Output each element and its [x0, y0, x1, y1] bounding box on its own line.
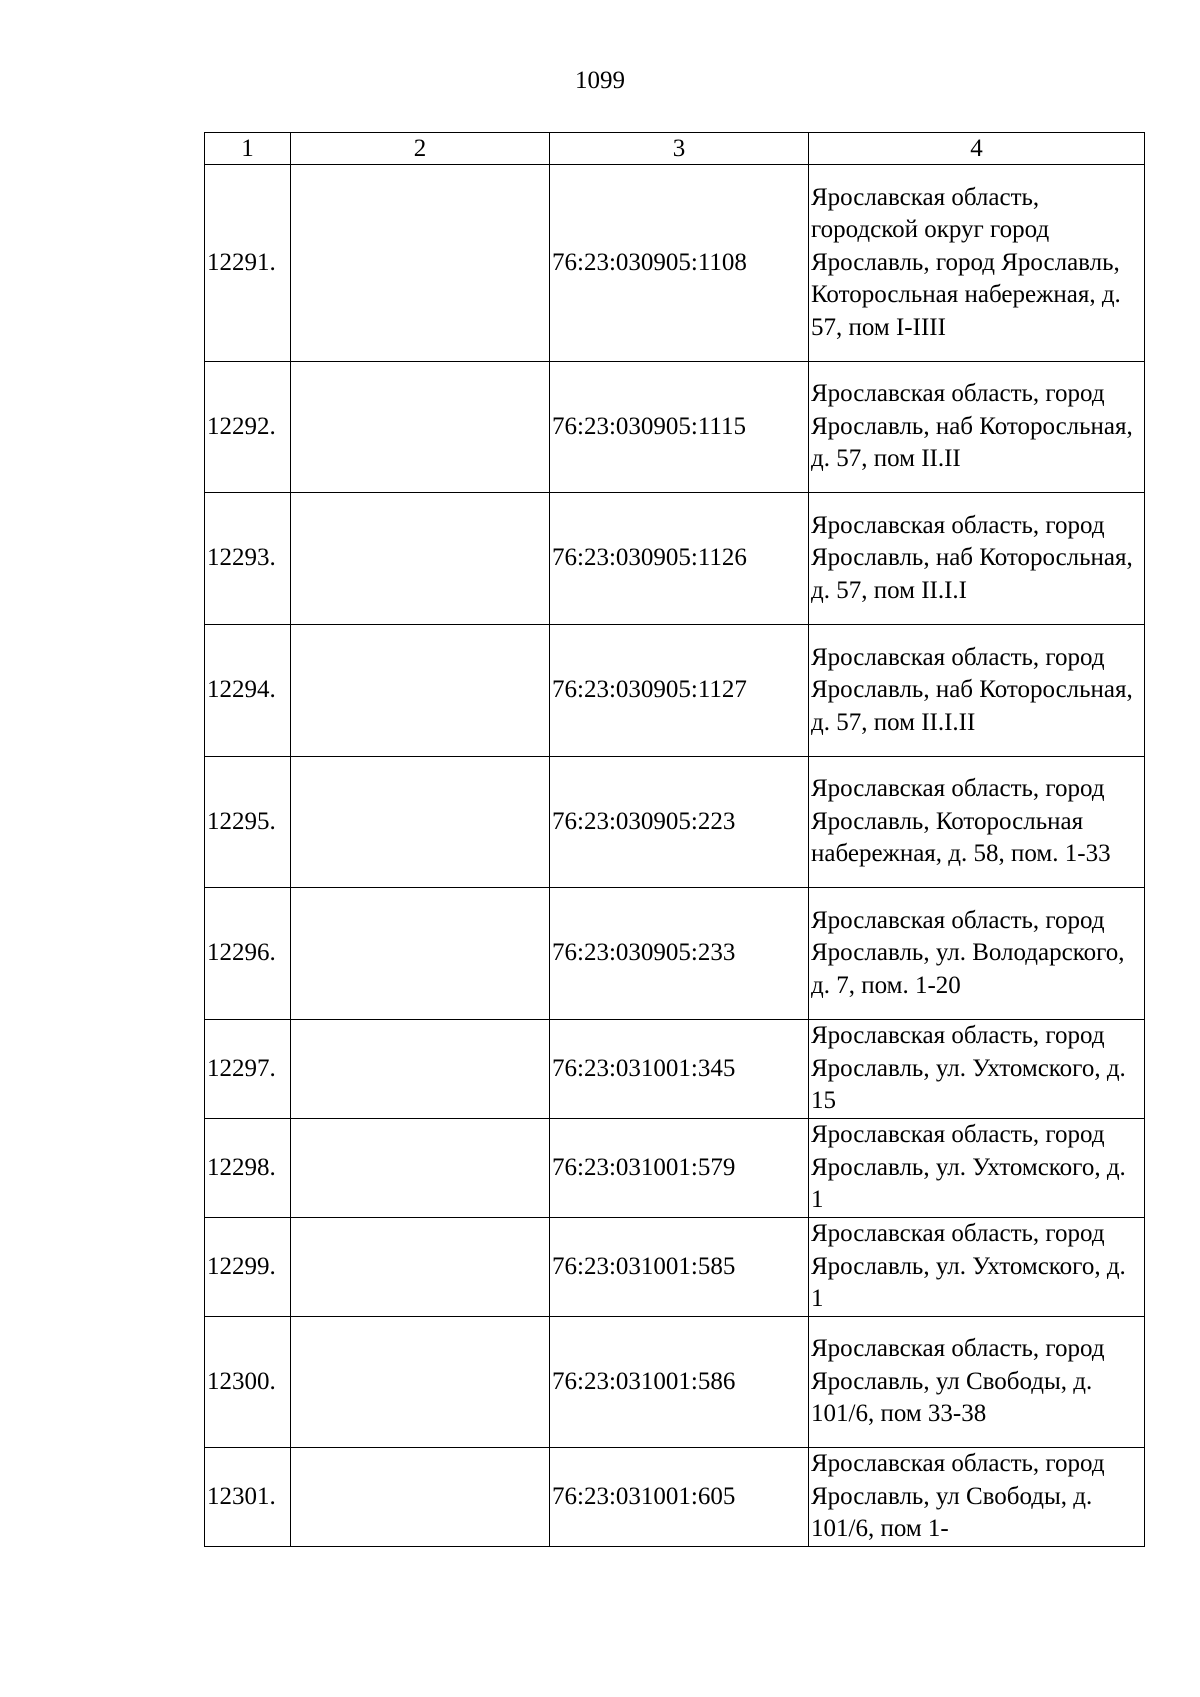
address-cell: Ярославская область, город Ярославль, Которосльная набережная, д. 58, пом. 1-33 — [809, 757, 1145, 888]
empty-cell — [291, 1317, 550, 1448]
empty-cell — [291, 1218, 550, 1317]
table-row — [205, 625, 1145, 757]
table-row — [205, 1218, 1145, 1317]
header-cell-3: 3 — [550, 133, 809, 165]
row-number-cell: 12298. — [205, 1119, 291, 1218]
cadastral-number-cell: 76:23:031001:585 — [550, 1218, 809, 1317]
table-row — [205, 1020, 1145, 1119]
empty-cell — [291, 757, 550, 888]
table-row — [205, 1119, 1145, 1218]
cadastral-number-cell: 76:23:030905:1127 — [550, 625, 809, 757]
cadastral-number-cell: 76:23:030905:223 — [550, 757, 809, 888]
header-cell-1: 1 — [205, 133, 291, 165]
address-cell: Ярославская область, город Ярославль, наб Которосльная, д. 57, пом II.I.II — [809, 625, 1145, 757]
cadastral-number-cell: 76:23:031001:579 — [550, 1119, 809, 1218]
empty-cell — [291, 1448, 550, 1547]
cadastral-number-cell: 76:23:030905:233 — [550, 888, 809, 1020]
table-row — [205, 362, 1145, 493]
address-cell: Ярославская область, город Ярославль, наб Которосльная, д. 57, пом II.I.I — [809, 493, 1145, 625]
cadastral-number-cell: 76:23:031001:586 — [550, 1317, 809, 1448]
page-number: 1099 — [575, 67, 625, 94]
address-cell: Ярославская область, город Ярославль, ул. Володарского, д. 7, пом. 1-20 — [809, 888, 1145, 1020]
row-number-cell: 12295. — [205, 757, 291, 888]
registry-table — [204, 132, 1145, 1547]
empty-cell — [291, 1020, 550, 1119]
row-number-cell: 12291. — [205, 165, 291, 362]
address-cell: Ярославская область, город Ярославль, наб Которосльная, д. 57, пом II.II — [809, 362, 1145, 493]
table-row — [205, 888, 1145, 1020]
row-number-cell: 12296. — [205, 888, 291, 1020]
empty-cell — [291, 362, 550, 493]
row-number-cell: 12293. — [205, 493, 291, 625]
row-number-cell: 12301. — [205, 1448, 291, 1547]
cadastral-number-cell: 76:23:031001:345 — [550, 1020, 809, 1119]
address-cell: Ярославская область, город Ярославль, ул Свободы, д. 101/6, пом 33-38 — [809, 1317, 1145, 1448]
empty-cell — [291, 888, 550, 1020]
cadastral-number-cell: 76:23:030905:1126 — [550, 493, 809, 625]
empty-cell — [291, 625, 550, 757]
row-number-cell: 12292. — [205, 362, 291, 493]
header-cell-2: 2 — [291, 133, 550, 165]
address-cell: Ярославская область, город Ярославль, ул. Ухтомского, д. 1 — [809, 1119, 1145, 1218]
table-header-row — [205, 133, 1145, 165]
address-cell: Ярославская область, город Ярославль, ул. Ухтомского, д. 15 — [809, 1020, 1145, 1119]
row-number-cell: 12294. — [205, 625, 291, 757]
header-cell-4: 4 — [809, 133, 1145, 165]
cadastral-number-cell: 76:23:030905:1115 — [550, 362, 809, 493]
address-cell: Ярославская область, городской округ город Ярославль, город Ярославль, Которосльная набережная, д. 57, пом I-IIII — [809, 165, 1145, 362]
table-row — [205, 1317, 1145, 1448]
row-number-cell: 12297. — [205, 1020, 291, 1119]
address-cell: Ярославская область, город Ярославль, ул. Ухтомского, д. 1 — [809, 1218, 1145, 1317]
empty-cell — [291, 493, 550, 625]
table-row — [205, 493, 1145, 625]
cadastral-number-cell: 76:23:031001:605 — [550, 1448, 809, 1547]
row-number-cell: 12299. — [205, 1218, 291, 1317]
empty-cell — [291, 1119, 550, 1218]
table-row — [205, 1448, 1145, 1547]
address-cell: Ярославская область, город Ярославль, ул Свободы, д. 101/6, пом 1- — [809, 1448, 1145, 1547]
row-number-cell: 12300. — [205, 1317, 291, 1448]
empty-cell — [291, 165, 550, 362]
table-row — [205, 757, 1145, 888]
table-row — [205, 165, 1145, 362]
cadastral-number-cell: 76:23:030905:1108 — [550, 165, 809, 362]
